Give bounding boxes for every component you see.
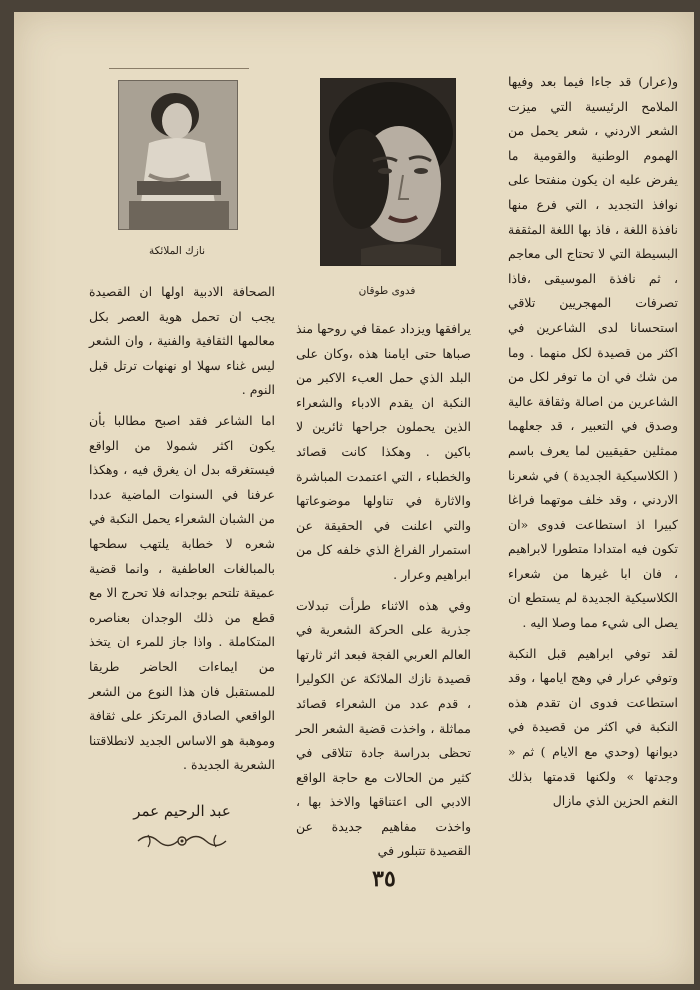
article-column-left <box>89 280 275 778</box>
photo-caption: نازك الملائكة <box>149 245 205 257</box>
photo-caption: فدوى طوقان <box>358 285 416 297</box>
nazik-al-malaika-photo <box>118 80 238 230</box>
divider <box>109 68 249 69</box>
paragraph: اما الشاعر فقد اصبح مطالبا بأن يكون اكثر شمولا من الواقع فيستغرقه بدل ان يغرق فيه ، وهكذا عرفنا في السنوات الماضية عددا من الشبان الشعراء يحمل النكبة في شعره لا خطابة يلتهب سطحها بالمبالغات العاطفية ، وانما قضية عميقة تلتحم بوجدانه فلا تحرج الا مع قطع من ذلك الوجدان بعناصره المتكاملة . واذا جاز للمرء ان يتخذ من ايماءات الحاضر طريقا للمستقبل فان هذا النوع من الشعر الواقعي الصادق المرتكز على ثقافة وموهبة هو الاساس الجديد لانطلاقتنا الشعرية الجديدة . <box>89 412 275 773</box>
paragraph: الصحافة الادبية اولها ان القصيدة يجب ان تحمل هوية العصر بكل معالمها الثقافية والفنية ، وان الشعر ليس غناء سهلا او نهنهات ترتل قبل النوم . <box>89 284 275 398</box>
fadwa-tuqan-photo <box>320 78 456 266</box>
portrait-woman-icon <box>119 81 237 229</box>
portrait-woman-icon <box>321 79 455 265</box>
floral-ornament-icon <box>134 830 230 852</box>
article-column-right <box>508 70 678 814</box>
page-number: ٣٥ <box>372 866 396 892</box>
paragraph: لقد توفي ابراهيم قبل النكبة وتوفي عرار في وهج ايامها ، وقد استطاعت فدوى ان تقدم هذه النكبة في اكثر من قصيدة في ديوانها (وحدي مع الايام ) ثم « وجدتها » ولكنها قدمتها بذلك النغم الحزين الذي مازال <box>508 645 678 809</box>
article-column-middle <box>296 317 471 864</box>
paragraph: يرافقها ويزداد عمقا في روحها منذ صباها حتى ايامنا هذه ،وكان على البلد الذي حمل العبء الاكبر من النكبة ان يقدم الادباء والشعراء الذين يحملون جراحها ثائرين لا باكين . وهكذا كانت قصائد والخطباء ، التي اعتمدت المباشرة والاثارة في تناولها موضوعاتها والتي اعلنت في الحقيقة عن استمرار الفراغ الذي خلفه كل من ابراهيم وعرار . <box>296 321 471 582</box>
paragraph: و(عرار) قد جاءا فيما بعد وفيها الملامح الرئيسية التي ميزت الشعر الاردني ، شعر يحمل من الهموم الوطنية والقومية ما يفرض عليه ان يكون منفتحا على نوافذ التجديد ، التي فرع منها نافذة اللغة ، فاذ بها اللغة المثقفة البسيطة التي لا تحتاج الى معاجم ، ثم نافذة الموسيقى ،فاذا تصرفات المهجريين تلاقي استحسانا لدى الشاعرين في اكثر من قصيدة لكل منهما . وما من شك في ان ما توفر لكل من الشاعرين من اصالة وثقافة عالية وصدق في التعبير ، قد جعلهما ممثلين حقيقيين لما يعرف باسم ( الكلاسيكية الجديدة ) في شعرنا الاردني ، وقد خلف موتهما فراغا كبيرا اذ استطاعت فدوى «ان تكون فيه امتدادا متطورا لابراهيم ، فان ابا غيرها من شعراء الكلاسيكية الجديدة لم يستطع ان يصل الى شيء مما وصلا اليه . <box>508 74 678 631</box>
author-signature: عبد الرحيم عمر <box>133 802 231 820</box>
magazine-page <box>14 12 694 984</box>
paragraph: وفي هذه الاثناء طرأت تبدلات جذرية على الحركة الشعرية في العالم العربي الفجة فبعد اثر ثارتها قصيدة نازك الملائكة عن الكوليرا ، قدم عدد من الشعراء قصائد مماثلة ، واخذت قضية الشعر الحر تحظى بدراسة جادة تتلاقى في كثير من الحالات مع حاجة الواقع الادبي الى اعتناقها والاخذ بها ، واخذت مفاهيم جديدة عن القصيدة تتبلور في <box>296 597 471 859</box>
